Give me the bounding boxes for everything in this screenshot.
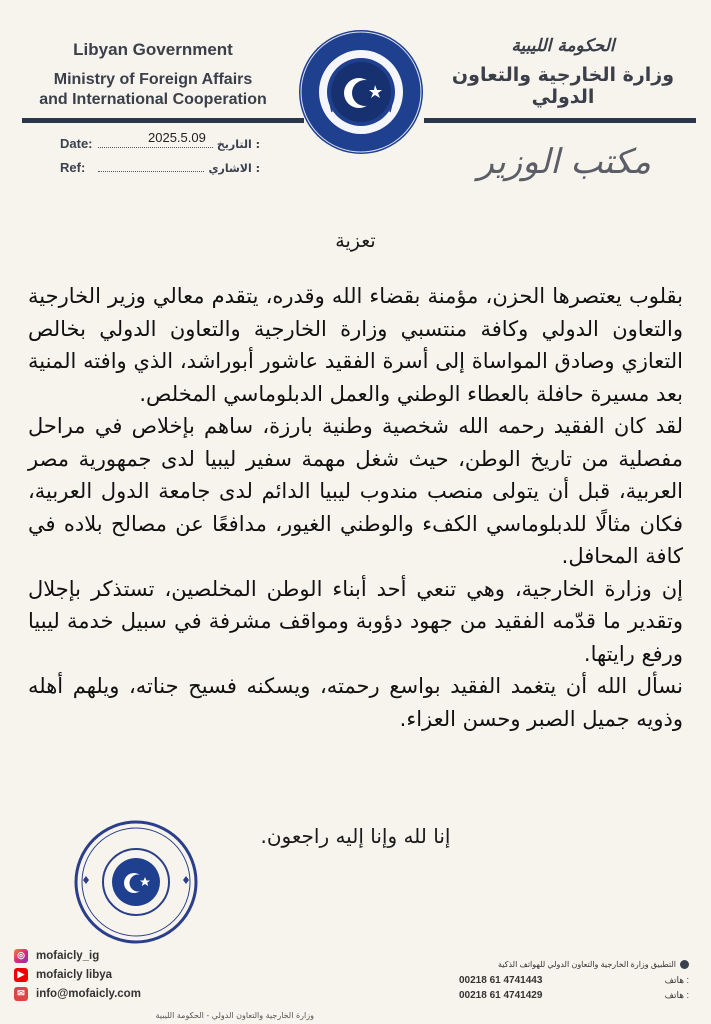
paragraph-3: إن وزارة الخارجية، وهي تنعي أحد أبناء الوطن المخلصين، تستذكر بإجلال وتقدير ما قدّمه الفقيد من جهود دؤوبة ومواقف مشرفة في سبيل خدمة ليبيا ورفع رايتها. [28, 576, 683, 666]
government-name-ar: الحكومة الليبية [511, 36, 615, 56]
government-name-en: Libyan Government [73, 40, 233, 59]
ref-label: Ref: [60, 160, 86, 175]
app-icon [680, 960, 689, 969]
phone-row-1 [459, 975, 689, 990]
letter-body [28, 280, 683, 735]
date-label-ar: التاريخ : [216, 138, 260, 151]
ministry-name-en-line2: and International Cooperation [39, 91, 267, 108]
email-icon: ✉ [14, 987, 28, 1001]
social-links [14, 946, 141, 1003]
header-rule-right [424, 118, 696, 123]
header-rule-left [22, 118, 304, 123]
arabic-header [433, 36, 693, 108]
date-line [98, 130, 213, 148]
contact-block [459, 960, 689, 1005]
app-text: التطبيق وزارة الخارجية والتعاون الدولي للهواتف الذكية [497, 960, 676, 969]
paragraph-4: نسأل الله أن يتغمد الفقيد بواسع رحمته، ويسكنه فسيح جناته، ويلهم أهله وذويه جميل الصبر وحسن العزاء. [28, 674, 683, 731]
youtube-handle: mofaicly libya [36, 968, 113, 981]
app-promo [459, 960, 689, 969]
ref-label-ar: الاشاري : [208, 162, 260, 175]
minister-office-title: مكتب الوزير [477, 142, 651, 182]
date-value: 2025.5.09 [148, 130, 206, 145]
letter-title: تعزية [335, 230, 376, 252]
ministry-name-en-line1: Ministry of Foreign Affairs [53, 71, 253, 88]
ministry-stamp [72, 818, 200, 946]
english-header [22, 40, 284, 110]
date-field [60, 130, 260, 151]
youtube-link[interactable] [14, 965, 141, 984]
paragraph-2: لقد كان الفقيد رحمه الله شخصية وطنية بارزة، ساهم بإخلاص في مراحل مفصلية من تاريخ الوطن، حيث شغل مهمة سفير ليبيا لدى جمهورية مصر العربية، قبل أن يتولى منصب مندوب ليبيا الدائم لدى جامعة الدول العربية، فكان مثالًا للدبلوماسي الكفء والوطني الغيور، مدافعًا عن مصالح بلاده في كافة المحافل. [28, 414, 683, 568]
email-link[interactable] [14, 984, 141, 1003]
date-label: Date: [60, 136, 93, 151]
ministry-emblem-logo [296, 27, 426, 157]
ref-field [60, 160, 260, 175]
phone-number-1: 00218 61 4741443 [459, 975, 543, 986]
phone-number-2: 00218 61 4741429 [459, 990, 543, 1001]
instagram-link[interactable] [14, 946, 141, 965]
phone-label-1: هاتف : [664, 975, 689, 985]
email-address: info@mofaicly.com [36, 987, 141, 1000]
paragraph-1: بقلوب يعتصرها الحزن، مؤمنة بقضاء الله وقدره، يتقدم معالي وزير الخارجية والتعاون الدولي وكافة منتسبي وزارة الخارجية والتعاون الدولي بخالص التعازي وصادق المواساة إلى أسرة الفقيد عاشور أبوراشد، الذي وافته المنية بعد مسيرة حافلة بالعطاء الوطني والعمل الدبلوماسي المخلص. [28, 284, 683, 406]
instagram-handle: mofaicly_ig [36, 949, 100, 962]
ref-line [98, 160, 204, 172]
phone-label-2: هاتف : [664, 990, 689, 1000]
phone-row-2 [459, 990, 689, 1005]
instagram-icon: ◎ [14, 949, 28, 963]
ministry-name-ar: وزارة الخارجية والتعاون الدولي [451, 64, 675, 108]
closing-line: إنا لله وإنا إليه راجعون. [260, 824, 451, 848]
footer-bottom-line: وزارة الخارجية والتعاون الدولي - الحكومة الليبية [155, 1011, 314, 1020]
youtube-icon: ▶ [14, 968, 28, 982]
